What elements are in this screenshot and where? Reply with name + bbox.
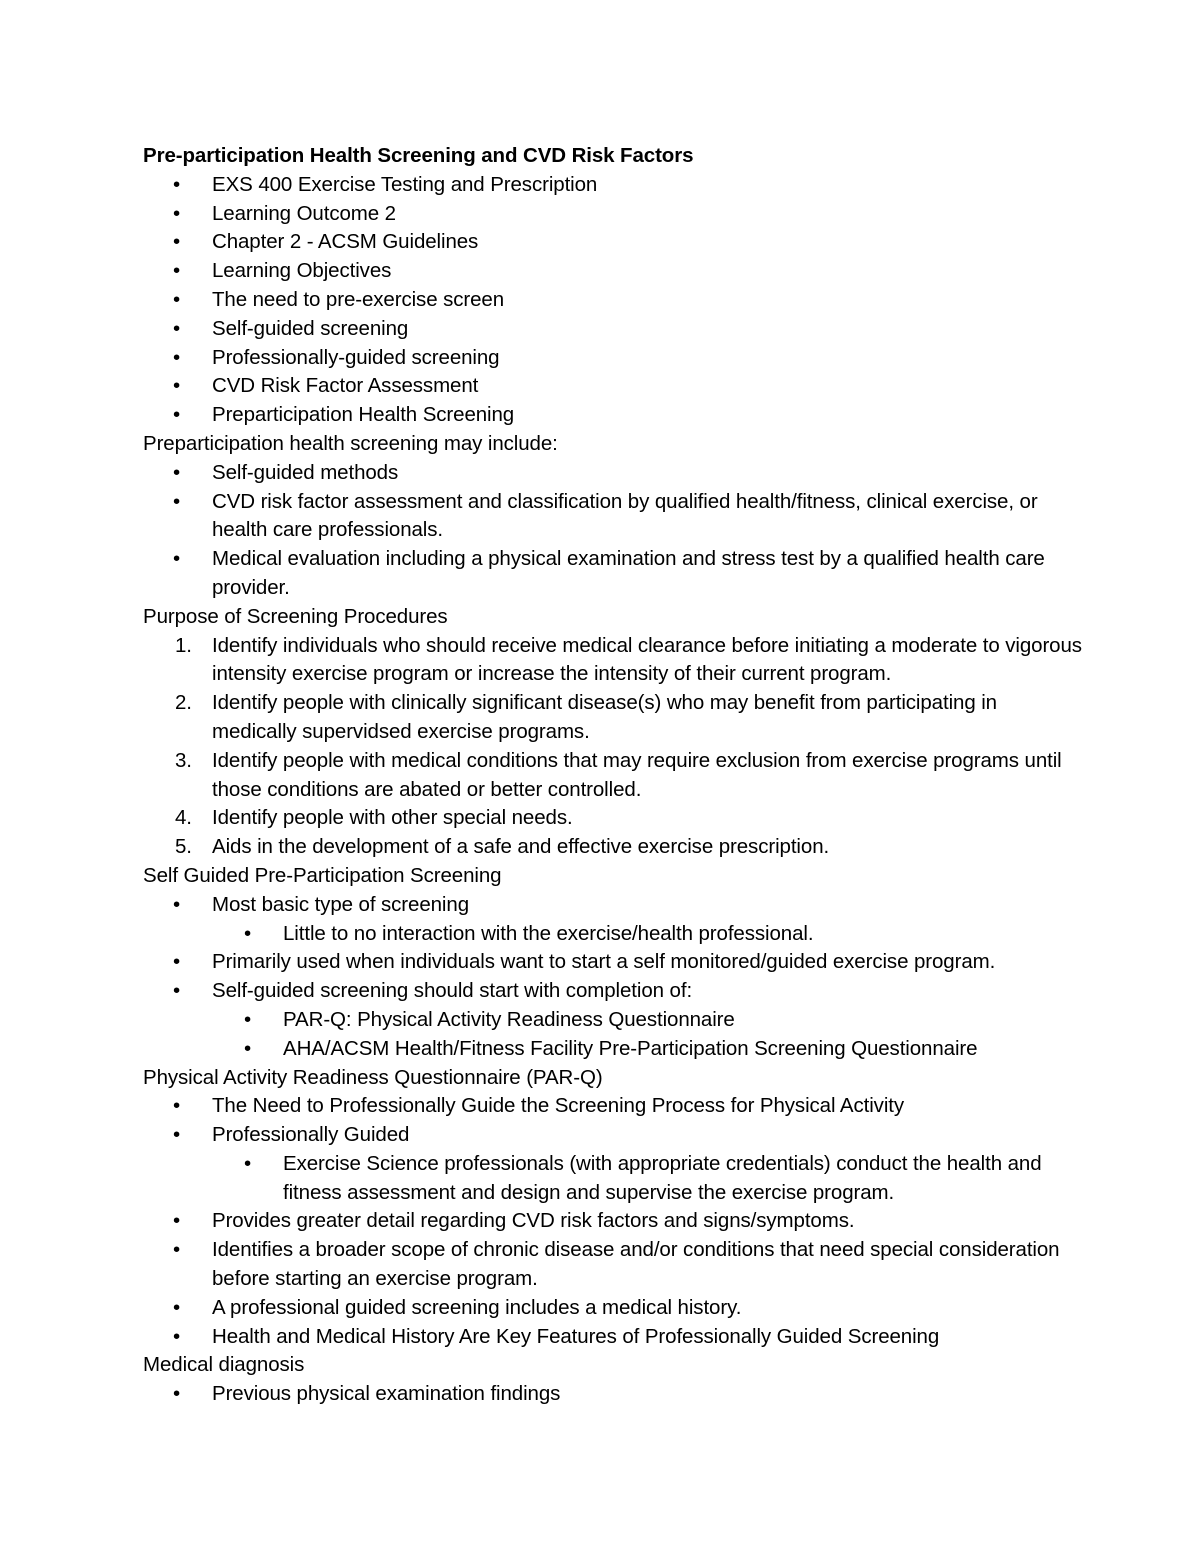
list-item-text: Preparticipation Health Screening	[212, 403, 515, 427]
bullet-icon: •	[244, 1007, 252, 1031]
list-item	[143, 977, 1083, 1006]
list-item-text: PAR-Q: Physical Activity Readiness Questionnaire	[283, 1007, 735, 1031]
section-par-q	[143, 1064, 1083, 1352]
bullet-list	[143, 891, 1083, 1064]
section-intro	[143, 142, 1083, 430]
list-item-text: Exercise Science professionals (with appropriate credentials) conduct the health and fitness assessment and design and supervise the exercise program.	[283, 1151, 1042, 1204]
list-item-text: Self-guided screening	[212, 316, 409, 340]
bullet-icon: •	[173, 489, 181, 513]
list-item-text: The need to pre-exercise screen	[212, 287, 505, 311]
bullet-icon: •	[173, 374, 181, 398]
sub-list-item	[143, 1150, 1083, 1208]
list-item	[143, 257, 1083, 286]
bullet-icon: •	[173, 345, 181, 369]
list-item-text: Medical evaluation including a physical examination and stress test by a qualified health care provider.	[212, 547, 1045, 599]
section-purpose	[143, 603, 1083, 862]
list-number: 5.	[175, 835, 192, 859]
list-item	[143, 1121, 1083, 1150]
bullet-icon: •	[173, 287, 181, 311]
document-page	[143, 142, 1083, 1409]
bullet-icon: •	[173, 979, 181, 1003]
list-item-text: Learning Objectives	[212, 259, 392, 283]
section-self-guided	[143, 862, 1083, 1064]
list-item-text: Most basic type of screening	[212, 892, 469, 916]
list-item-text: CVD Risk Factor Assessment	[212, 374, 479, 398]
list-item-text: Identify people with clinically significant disease(s) who may benefit from participating in medically supervidsed exercise programs.	[212, 691, 997, 743]
document-title: Pre-participation Health Screening and CVD Risk Factors	[143, 144, 694, 167]
bullet-icon: •	[173, 460, 181, 484]
sub-list-item	[143, 920, 1083, 949]
list-item	[143, 1207, 1083, 1236]
list-item	[143, 401, 1083, 430]
list-item	[143, 1236, 1083, 1294]
list-item-text: Health and Medical History Are Key Features of Professionally Guided Screening	[212, 1324, 940, 1348]
list-item	[143, 344, 1083, 373]
list-item-text: Primarily used when individuals want to start a self monitored/guided exercise program.	[212, 950, 996, 974]
sub-list-item	[143, 1006, 1083, 1035]
bullet-icon: •	[173, 403, 181, 427]
list-item	[143, 315, 1083, 344]
list-item-text: A professional guided screening includes a medical history.	[212, 1295, 742, 1319]
list-item-text: Professionally Guided	[212, 1123, 410, 1147]
bullet-icon: •	[173, 1382, 181, 1406]
list-item-text: The Need to Professionally Guide the Screening Process for Physical Activity	[212, 1094, 905, 1118]
bullet-icon: •	[173, 316, 181, 340]
bullet-icon: •	[173, 1324, 181, 1348]
list-item-text: AHA/ACSM Health/Fitness Facility Pre-Participation Screening Questionnaire	[283, 1036, 978, 1060]
list-item	[143, 689, 1083, 747]
list-item	[143, 891, 1083, 920]
list-item	[143, 1294, 1083, 1323]
list-item-text: Aids in the development of a safe and effective exercise prescription.	[212, 835, 830, 859]
bullet-icon: •	[173, 1123, 181, 1147]
numbered-list	[143, 632, 1083, 862]
bullet-icon: •	[173, 1238, 181, 1262]
list-item-text: Professionally-guided screening	[212, 345, 500, 369]
bullet-icon: •	[173, 201, 181, 225]
list-item-text: Identify people with other special needs.	[212, 806, 573, 830]
list-item	[143, 228, 1083, 257]
list-item	[143, 632, 1083, 690]
list-number: 2.	[175, 691, 192, 715]
section-heading: Physical Activity Readiness Questionnaire (PAR-Q)	[143, 1065, 603, 1089]
bullet-list	[143, 1380, 1083, 1409]
list-item-text: Previous physical examination findings	[212, 1382, 561, 1406]
list-number: 4.	[175, 806, 192, 830]
bullet-icon: •	[244, 1151, 252, 1175]
section-screening-may-include	[143, 430, 1083, 603]
bullet-icon: •	[173, 1295, 181, 1319]
list-item-text: Identify individuals who should receive medical clearance before initiating a moderate to vigorous intensity exercise program or increase the intensity of their current program.	[212, 633, 1082, 686]
list-item-text: CVD risk factor assessment and classification by qualified health/fitness, clinical exercise, or health care professionals.	[212, 489, 1038, 542]
list-item-text: Identifies a broader scope of chronic disease and/or conditions that need special consideration before starting an exercise program.	[212, 1238, 1060, 1291]
list-item	[143, 459, 1083, 488]
section-heading: Medical diagnosis	[143, 1353, 305, 1377]
list-item	[143, 545, 1083, 603]
list-item	[143, 1323, 1083, 1352]
bullet-icon: •	[173, 1209, 181, 1233]
list-item	[143, 747, 1083, 805]
sub-list-item	[143, 1035, 1083, 1064]
list-item-text: EXS 400 Exercise Testing and Prescription	[212, 172, 598, 196]
bullet-list	[143, 459, 1083, 603]
list-item	[143, 286, 1083, 315]
bullet-icon: •	[173, 547, 181, 571]
bullet-icon: •	[173, 950, 181, 974]
list-item	[143, 372, 1083, 401]
bullet-list	[143, 1092, 1083, 1351]
bullet-icon: •	[173, 230, 181, 254]
bullet-icon: •	[173, 259, 181, 283]
list-item	[143, 488, 1083, 546]
list-item-text: Learning Outcome 2	[212, 201, 396, 225]
bullet-icon: •	[244, 1036, 252, 1060]
list-item	[143, 171, 1083, 200]
bullet-icon: •	[173, 892, 181, 916]
list-item	[143, 1092, 1083, 1121]
section-medical-diagnosis	[143, 1351, 1083, 1409]
section-heading: Purpose of Screening Procedures	[143, 604, 448, 628]
list-item	[143, 200, 1083, 229]
list-number: 1.	[175, 633, 192, 657]
bullet-icon: •	[244, 921, 252, 945]
list-item-text: Self-guided screening should start with completion of:	[212, 979, 693, 1003]
list-item-text: Little to no interaction with the exercise/health professional.	[283, 921, 814, 945]
list-item-text: Identify people with medical conditions that may require exclusion from exercise programs until those conditions are abated or better controlled.	[212, 748, 1062, 801]
list-item	[143, 833, 1083, 862]
bullet-icon: •	[173, 172, 181, 196]
section-heading: Self Guided Pre-Participation Screening	[143, 863, 502, 887]
section-heading: Preparticipation health screening may include:	[143, 431, 558, 455]
bullet-list	[143, 171, 1083, 430]
bullet-icon: •	[173, 1094, 181, 1118]
list-item	[143, 804, 1083, 833]
list-item-text: Provides greater detail regarding CVD risk factors and signs/symptoms.	[212, 1209, 855, 1233]
list-item	[143, 948, 1083, 977]
list-item-text: Self-guided methods	[212, 460, 399, 484]
list-item	[143, 1380, 1083, 1409]
list-item-text: Chapter 2 - ACSM Guidelines	[212, 230, 479, 254]
list-number: 3.	[175, 748, 192, 772]
